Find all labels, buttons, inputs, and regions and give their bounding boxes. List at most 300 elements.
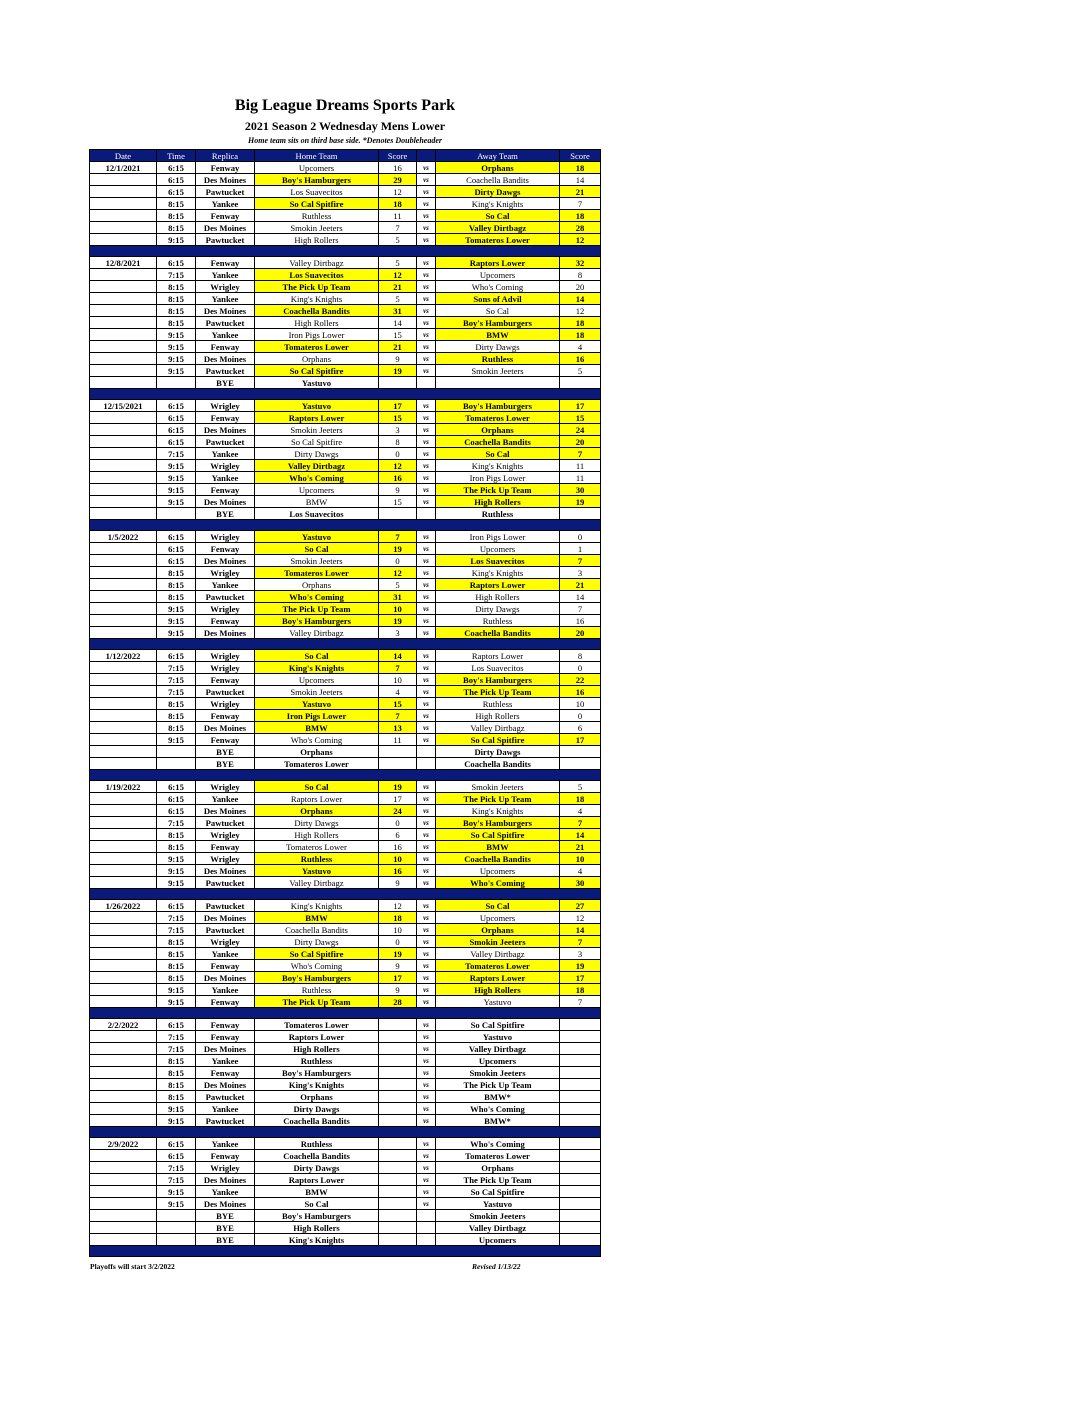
- vs-label: vs: [417, 543, 436, 555]
- vs-label: vs: [417, 317, 436, 329]
- home-team: Who's Coming: [255, 734, 379, 746]
- vs-label: vs: [417, 615, 436, 627]
- game-row: [90, 341, 601, 353]
- game-time: 7:15: [157, 1031, 196, 1043]
- game-time: 6:15: [157, 555, 196, 567]
- home-score: 18: [379, 912, 417, 924]
- game-date: [90, 198, 157, 210]
- game-date: [90, 841, 157, 853]
- away-team: Who's Coming: [436, 1103, 560, 1115]
- game-time: [157, 1210, 196, 1222]
- home-score: [379, 1138, 417, 1150]
- away-team: Who's Coming: [436, 877, 560, 889]
- game-date: [90, 508, 157, 520]
- away-score: [560, 1210, 601, 1222]
- game-date: [90, 436, 157, 448]
- game-row: [90, 1222, 601, 1234]
- game-row: [90, 936, 601, 948]
- away-team: Raptors Lower: [436, 257, 560, 269]
- game-row: [90, 817, 601, 829]
- game-field: Des Moines: [196, 722, 255, 734]
- away-team: Yastuvo: [436, 996, 560, 1008]
- game-field: Pawtucket: [196, 317, 255, 329]
- away-team: Smokin Jeeters: [436, 781, 560, 793]
- game-field: Fenway: [196, 412, 255, 424]
- game-time: 6:15: [157, 174, 196, 186]
- vs-label: vs: [417, 186, 436, 198]
- game-field: Wrigley: [196, 1162, 255, 1174]
- week-separator-bar: [90, 389, 601, 400]
- game-time: 8:15: [157, 972, 196, 984]
- game-row: [90, 1079, 601, 1091]
- home-score: 12: [379, 900, 417, 912]
- home-score: 16: [379, 472, 417, 484]
- game-date: [90, 746, 157, 758]
- away-score: 4: [560, 865, 601, 877]
- home-team: Boy's Hamburgers: [255, 1210, 379, 1222]
- vs-label: vs: [417, 1043, 436, 1055]
- away-team: King's Knights: [436, 198, 560, 210]
- col-replica: Replica: [196, 150, 255, 162]
- game-row: [90, 948, 601, 960]
- game-date: [90, 377, 157, 389]
- game-row: [90, 1115, 601, 1127]
- vs-label: vs: [417, 1019, 436, 1031]
- away-score: 18: [560, 329, 601, 341]
- home-score: 19: [379, 365, 417, 377]
- game-time: 8:15: [157, 829, 196, 841]
- game-time: 8:15: [157, 305, 196, 317]
- game-row: [90, 924, 601, 936]
- game-field: Wrigley: [196, 853, 255, 865]
- game-date: [90, 662, 157, 674]
- game-row: [90, 686, 601, 698]
- home-team: King's Knights: [255, 1234, 379, 1246]
- away-score: [560, 1222, 601, 1234]
- game-field: Des Moines: [196, 1079, 255, 1091]
- home-score: 21: [379, 281, 417, 293]
- game-time: 9:15: [157, 984, 196, 996]
- vs-label: vs: [417, 496, 436, 508]
- away-team: So Cal Spitfire: [436, 1019, 560, 1031]
- vs-label: vs: [417, 1186, 436, 1198]
- away-score: 21: [560, 841, 601, 853]
- home-team: So Cal Spitfire: [255, 198, 379, 210]
- away-score: 32: [560, 257, 601, 269]
- game-time: 8:15: [157, 1091, 196, 1103]
- game-row: [90, 650, 601, 662]
- home-score: 12: [379, 460, 417, 472]
- game-time: 9:15: [157, 472, 196, 484]
- vs-label: vs: [417, 1091, 436, 1103]
- game-date: [90, 948, 157, 960]
- week-separator-bar: [90, 639, 601, 650]
- game-time: 9:15: [157, 627, 196, 639]
- game-time: 9:15: [157, 1103, 196, 1115]
- game-row: [90, 234, 601, 246]
- week-separator: [90, 889, 601, 900]
- game-row: [90, 972, 601, 984]
- week-separator-bar: [90, 889, 601, 900]
- game-time: 7:15: [157, 674, 196, 686]
- home-score: 21: [379, 341, 417, 353]
- game-date: [90, 317, 157, 329]
- game-time: [157, 508, 196, 520]
- home-team: Orphans: [255, 353, 379, 365]
- game-time: 9:15: [157, 234, 196, 246]
- game-time: 6:15: [157, 436, 196, 448]
- away-team: Valley Dirtbagz: [436, 948, 560, 960]
- home-team: High Rollers: [255, 234, 379, 246]
- game-date: [90, 353, 157, 365]
- game-time: 7:15: [157, 662, 196, 674]
- vs-label: [417, 508, 436, 520]
- vs-label: vs: [417, 531, 436, 543]
- game-time: 7:15: [157, 448, 196, 460]
- game-time: 7:15: [157, 269, 196, 281]
- game-time: 7:15: [157, 1043, 196, 1055]
- game-date: [90, 293, 157, 305]
- game-time: 8:15: [157, 698, 196, 710]
- game-field: Fenway: [196, 210, 255, 222]
- game-date: [90, 1186, 157, 1198]
- away-score: [560, 1115, 601, 1127]
- game-field: Fenway: [196, 674, 255, 686]
- game-time: 9:15: [157, 1186, 196, 1198]
- week-separator-bar: [90, 770, 601, 781]
- game-date: 1/26/2022: [90, 900, 157, 912]
- vs-label: vs: [417, 472, 436, 484]
- game-time: 9:15: [157, 496, 196, 508]
- home-team: Tomateros Lower: [255, 758, 379, 770]
- away-score: 14: [560, 591, 601, 603]
- away-score: [560, 746, 601, 758]
- header-row: [90, 150, 601, 162]
- vs-label: vs: [417, 900, 436, 912]
- game-time: 6:15: [157, 424, 196, 436]
- home-score: 7: [379, 710, 417, 722]
- home-score: [379, 1079, 417, 1091]
- game-field: Fenway: [196, 1031, 255, 1043]
- away-team: Tomateros Lower: [436, 960, 560, 972]
- game-row: [90, 531, 601, 543]
- away-score: 0: [560, 531, 601, 543]
- away-team: The Pick Up Team: [436, 686, 560, 698]
- home-score: 5: [379, 257, 417, 269]
- game-date: [90, 865, 157, 877]
- game-time: 9:15: [157, 353, 196, 365]
- away-score: 5: [560, 781, 601, 793]
- home-team: Tomateros Lower: [255, 567, 379, 579]
- week-separator: [90, 389, 601, 400]
- away-team: Upcomers: [436, 912, 560, 924]
- vs-label: vs: [417, 805, 436, 817]
- away-score: 8: [560, 269, 601, 281]
- home-team: Orphans: [255, 579, 379, 591]
- game-field: Fenway: [196, 341, 255, 353]
- vs-label: vs: [417, 1174, 436, 1186]
- home-team: Dirty Dawgs: [255, 1103, 379, 1115]
- home-score: 5: [379, 293, 417, 305]
- home-score: 3: [379, 424, 417, 436]
- game-field: Wrigley: [196, 567, 255, 579]
- game-field: Des Moines: [196, 805, 255, 817]
- game-date: [90, 579, 157, 591]
- away-team: Boy's Hamburgers: [436, 817, 560, 829]
- vs-label: vs: [417, 1150, 436, 1162]
- game-date: [90, 877, 157, 889]
- vs-label: vs: [417, 996, 436, 1008]
- vs-label: vs: [417, 341, 436, 353]
- away-score: 16: [560, 615, 601, 627]
- home-team: Upcomers: [255, 162, 379, 174]
- home-team: Dirty Dawgs: [255, 1162, 379, 1174]
- home-score: [379, 1055, 417, 1067]
- game-time: 6:15: [157, 781, 196, 793]
- away-team: King's Knights: [436, 805, 560, 817]
- game-row: [90, 591, 601, 603]
- game-row: [90, 853, 601, 865]
- away-team: Who's Coming: [436, 281, 560, 293]
- game-time: 7:15: [157, 924, 196, 936]
- game-row: [90, 734, 601, 746]
- vs-label: vs: [417, 1138, 436, 1150]
- home-team: Orphans: [255, 1091, 379, 1103]
- game-field: Wrigley: [196, 781, 255, 793]
- home-team: Valley Dirtbagz: [255, 460, 379, 472]
- game-date: [90, 1234, 157, 1246]
- home-score: 18: [379, 198, 417, 210]
- home-score: 10: [379, 853, 417, 865]
- game-field: Des Moines: [196, 865, 255, 877]
- game-field: Pawtucket: [196, 686, 255, 698]
- game-field: Wrigley: [196, 650, 255, 662]
- game-row: [90, 698, 601, 710]
- away-team: Ruthless: [436, 508, 560, 520]
- away-score: 0: [560, 662, 601, 674]
- game-row: [90, 615, 601, 627]
- away-team: Smokin Jeeters: [436, 1067, 560, 1079]
- game-field: BYE: [196, 377, 255, 389]
- game-date: [90, 615, 157, 627]
- home-score: 0: [379, 555, 417, 567]
- game-time: 9:15: [157, 341, 196, 353]
- home-team: Valley Dirtbagz: [255, 877, 379, 889]
- away-team: Upcomers: [436, 543, 560, 555]
- vs-label: vs: [417, 1055, 436, 1067]
- game-time: [157, 746, 196, 758]
- game-date: [90, 496, 157, 508]
- home-team: Yastuvo: [255, 377, 379, 389]
- away-score: 18: [560, 793, 601, 805]
- game-date: [90, 1174, 157, 1186]
- game-field: BYE: [196, 508, 255, 520]
- game-field: Wrigley: [196, 400, 255, 412]
- game-date: [90, 924, 157, 936]
- game-date: [90, 269, 157, 281]
- game-field: Des Moines: [196, 972, 255, 984]
- away-team: Smokin Jeeters: [436, 1210, 560, 1222]
- game-field: BYE: [196, 1234, 255, 1246]
- home-team: Raptors Lower: [255, 1174, 379, 1186]
- game-time: 8:15: [157, 210, 196, 222]
- game-field: Pawtucket: [196, 365, 255, 377]
- vs-label: vs: [417, 829, 436, 841]
- game-time: 9:15: [157, 734, 196, 746]
- home-team: Smokin Jeeters: [255, 424, 379, 436]
- game-date: [90, 210, 157, 222]
- game-field: Des Moines: [196, 353, 255, 365]
- away-score: 7: [560, 198, 601, 210]
- game-time: 6:15: [157, 1150, 196, 1162]
- game-time: 6:15: [157, 1019, 196, 1031]
- game-field: BYE: [196, 1222, 255, 1234]
- game-time: 8:15: [157, 198, 196, 210]
- home-score: 19: [379, 615, 417, 627]
- col-away-score: Score: [560, 150, 601, 162]
- away-score: 27: [560, 900, 601, 912]
- week-separator-bar: [90, 520, 601, 531]
- home-team: Raptors Lower: [255, 412, 379, 424]
- away-team: The Pick Up Team: [436, 484, 560, 496]
- away-team: So Cal: [436, 210, 560, 222]
- away-score: 20: [560, 436, 601, 448]
- vs-label: vs: [417, 257, 436, 269]
- home-team: Ruthless: [255, 1138, 379, 1150]
- game-row: [90, 1067, 601, 1079]
- home-score: 19: [379, 781, 417, 793]
- game-date: [90, 222, 157, 234]
- home-score: 7: [379, 531, 417, 543]
- game-time: 8:15: [157, 317, 196, 329]
- away-score: 8: [560, 650, 601, 662]
- vs-label: vs: [417, 365, 436, 377]
- game-row: [90, 960, 601, 972]
- game-time: 8:15: [157, 293, 196, 305]
- away-team: Raptors Lower: [436, 579, 560, 591]
- home-team: Ruthless: [255, 984, 379, 996]
- game-date: [90, 758, 157, 770]
- home-team: Boy's Hamburgers: [255, 1067, 379, 1079]
- game-row: [90, 1031, 601, 1043]
- away-team: So Cal: [436, 305, 560, 317]
- game-time: 8:15: [157, 1055, 196, 1067]
- away-score: [560, 1234, 601, 1246]
- game-row: [90, 400, 601, 412]
- vs-label: vs: [417, 674, 436, 686]
- home-score: 15: [379, 496, 417, 508]
- home-score: 11: [379, 734, 417, 746]
- game-row: [90, 210, 601, 222]
- game-field: Des Moines: [196, 1043, 255, 1055]
- home-score: 19: [379, 543, 417, 555]
- vs-label: vs: [417, 579, 436, 591]
- home-score: 14: [379, 317, 417, 329]
- game-date: [90, 186, 157, 198]
- game-row: [90, 984, 601, 996]
- home-score: 19: [379, 948, 417, 960]
- home-score: 5: [379, 579, 417, 591]
- home-team: The Pick Up Team: [255, 603, 379, 615]
- home-score: 24: [379, 805, 417, 817]
- game-row: [90, 412, 601, 424]
- away-team: Upcomers: [436, 269, 560, 281]
- game-row: [90, 555, 601, 567]
- home-team: So Cal: [255, 1198, 379, 1210]
- game-date: 1/12/2022: [90, 650, 157, 662]
- away-team: So Cal Spitfire: [436, 829, 560, 841]
- game-field: Yankee: [196, 793, 255, 805]
- home-team-note: Home team sits on third base side. *Denotes Doubleheader: [248, 136, 442, 145]
- game-time: 8:15: [157, 567, 196, 579]
- game-time: 6:15: [157, 257, 196, 269]
- home-score: 3: [379, 627, 417, 639]
- away-score: 30: [560, 877, 601, 889]
- home-score: 31: [379, 591, 417, 603]
- away-team: Sons of Advil: [436, 293, 560, 305]
- home-score: [379, 1174, 417, 1186]
- vs-label: vs: [417, 281, 436, 293]
- game-row: [90, 1138, 601, 1150]
- game-date: [90, 722, 157, 734]
- game-row: [90, 496, 601, 508]
- game-date: [90, 341, 157, 353]
- home-score: 28: [379, 996, 417, 1008]
- home-team: Orphans: [255, 805, 379, 817]
- away-score: 15: [560, 412, 601, 424]
- home-score: [379, 1031, 417, 1043]
- game-row: [90, 329, 601, 341]
- game-date: [90, 1150, 157, 1162]
- game-row: [90, 758, 601, 770]
- away-score: 18: [560, 317, 601, 329]
- home-score: 16: [379, 865, 417, 877]
- game-field: Pawtucket: [196, 591, 255, 603]
- game-row: [90, 436, 601, 448]
- week-separator: [90, 1127, 601, 1138]
- game-time: [157, 1222, 196, 1234]
- vs-label: vs: [417, 1115, 436, 1127]
- game-field: BYE: [196, 1210, 255, 1222]
- home-team: Boy's Hamburgers: [255, 972, 379, 984]
- week-separator-bar: [90, 1008, 601, 1019]
- page-title: Big League Dreams Sports Park: [234, 97, 456, 114]
- vs-label: vs: [417, 793, 436, 805]
- away-team: Raptors Lower: [436, 650, 560, 662]
- away-score: [560, 1067, 601, 1079]
- away-score: 24: [560, 424, 601, 436]
- away-team: High Rollers: [436, 710, 560, 722]
- week-separator: [90, 639, 601, 650]
- away-score: 12: [560, 305, 601, 317]
- game-time: 6:15: [157, 805, 196, 817]
- week-separator: [90, 770, 601, 781]
- revised-note: Revised 1/13/22: [472, 1262, 521, 1271]
- away-score: 21: [560, 579, 601, 591]
- away-score: [560, 1150, 601, 1162]
- away-team: Orphans: [436, 162, 560, 174]
- vs-label: vs: [417, 269, 436, 281]
- home-team: So Cal Spitfire: [255, 948, 379, 960]
- vs-label: [417, 758, 436, 770]
- home-team: Smokin Jeeters: [255, 686, 379, 698]
- game-field: Pawtucket: [196, 1115, 255, 1127]
- game-date: [90, 996, 157, 1008]
- home-score: 0: [379, 817, 417, 829]
- away-score: [560, 1055, 601, 1067]
- away-team: Coachella Bandits: [436, 436, 560, 448]
- home-team: Los Suavecitos: [255, 269, 379, 281]
